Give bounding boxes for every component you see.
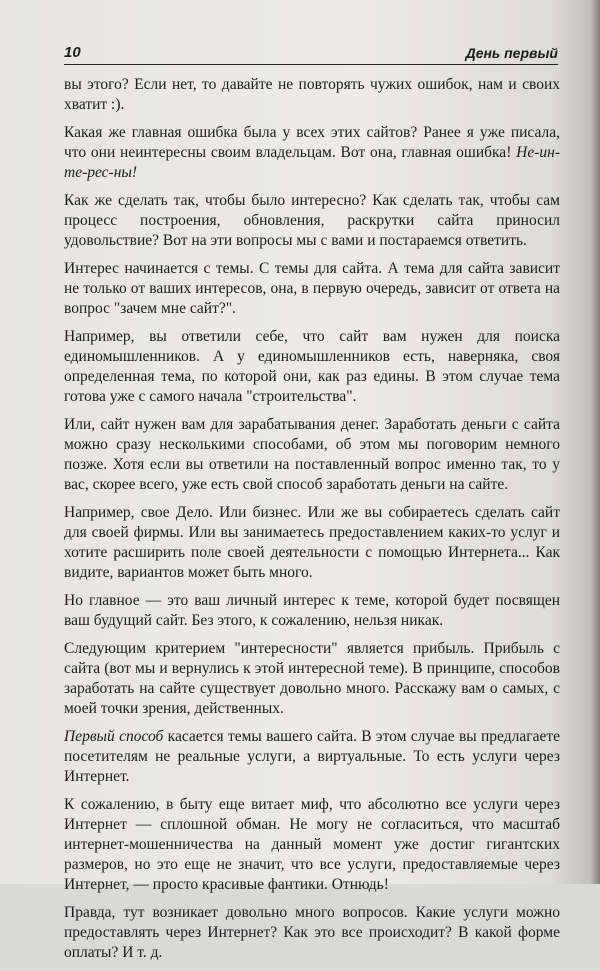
paragraph: Например, свое Дело. Или бизнес. Или же вы собираетесь сделать сайт для своей фирмы. Или вы занимаетесь предоставлением каких-то услуг и хотите расширить поле своей деятельности с помощью Интернета... Как видите, вариантов может быть много. <box>64 504 560 581</box>
paragraph: Или, сайт нужен вам для зарабатывания денег. Заработать деньги с сайта можно сразу несколькими способами, об этом мы поговорим немного позже. Хотя если вы ответили на поставленный вопрос именно так, то у вас, скорее всего, уже есть свой способ заработать деньги на сайте. <box>64 416 560 493</box>
paragraph: Следующим критерием "интересности" является прибыль. Прибыль с сайта (вот мы и вернулись к этой интересной теме). В принципе, способов заработать на сайте существует довольно много. Расскажу вам о самых, с моей точки зрения, действенных. <box>64 640 560 717</box>
paragraph: вы этого? Если нет, то давайте не повторять чужих ошибок, нам и своих хватит :). <box>64 76 560 113</box>
paragraph: Как же сделать так, чтобы было интересно? Как сделать так, чтобы сам процесс построения, обновления, раскрутки сайта приносил удовольствие? Вот на эти вопросы мы с вами и постараемся ответить. <box>64 192 560 249</box>
page-edge-shadow <box>590 0 600 884</box>
lead-term: Первый способ <box>64 728 164 745</box>
page-number: 10 <box>64 44 81 61</box>
paragraph: Интерес начинается с темы. С темы для сайта. А тема для сайта зависит не только от ваших интересов, она, в первую очередь, зависит от ответа на вопрос "зачем мне сайт?". <box>64 260 560 317</box>
paragraph: Например, вы ответили себе, что сайт вам нужен для поиска единомышленников. А у единомышленников есть, наверняка, своя определенная тема, по которой они, как раз едины. В этом случае тема готова уже с самого начала "строительства". <box>64 328 560 405</box>
paragraph: Но главное — это ваш личный интерес к теме, которой будет посвящен ваш будущий сайт. Без этого, к сожалению, нельзя никак. <box>64 592 560 629</box>
paragraph: Какая же главная ошибка была у всех этих сайтов? Ранее я уже писала, что они неинтересны своим владельцам. Вот она, главная ошибка! Не-ин-те-рес-ны! <box>64 124 560 181</box>
page-body <box>64 75 560 971</box>
running-header <box>64 44 558 65</box>
paragraph: Правда, тут возникает довольно много вопросов. Какие услуги можно предоставлять через Интернет? Как это все происходит? В какой форме оплаты? И т. д. <box>64 904 560 961</box>
emphasis-text: Не-ин-те-рес-ны! <box>64 144 560 181</box>
paragraph: Первый способ касается темы вашего сайта. В этом случае вы предлагаете посетителям не реальные услуги, а виртуальные. То есть услуги через Интернет. <box>64 728 561 785</box>
paragraph: К сожалению, в быту еще витает миф, что абсолютно все услуги через Интернет — сплошной обман. Не могу не согласиться, что масштаб интернет-мошенничества на данный момент уже достиг гигантских размеров, но это еще не значит, что все услуги, предоставляемые через Интернет, — просто красивые фантики. Отнюдь! <box>64 796 560 893</box>
running-title: День первый <box>465 45 558 61</box>
